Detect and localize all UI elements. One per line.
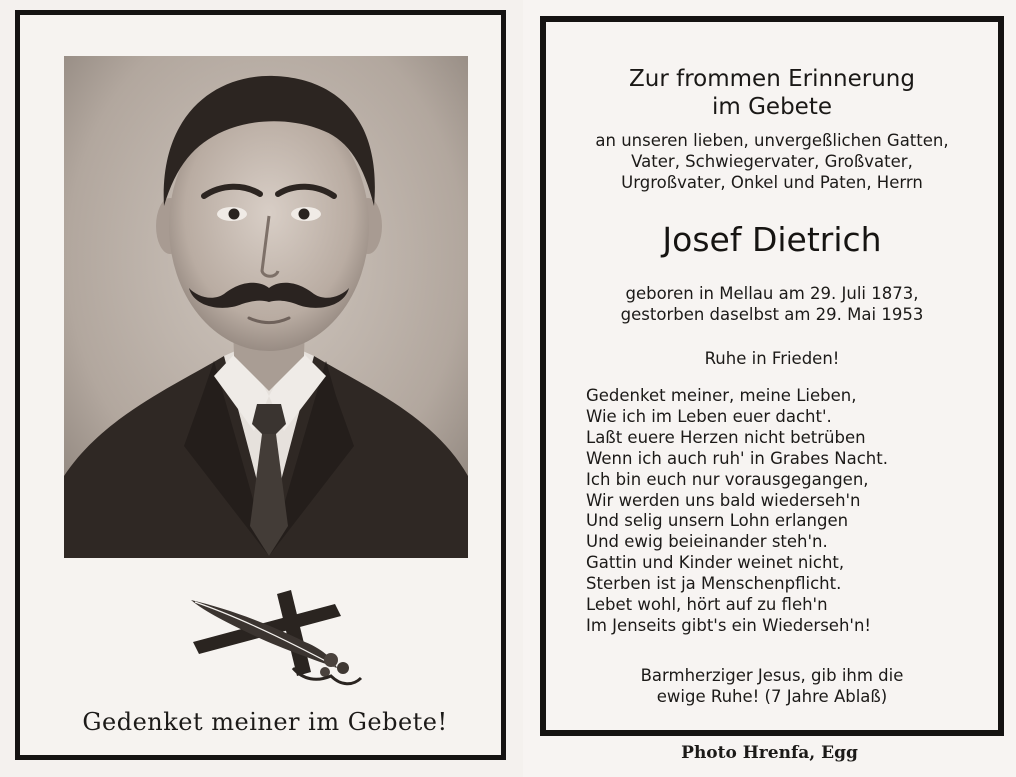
prayer-line: Barmherziger Jesus, gib ihm die [640,666,904,685]
portrait-photo [64,56,468,558]
poem-line: Lebet wohl, hört auf zu fleh'n [586,595,828,615]
memorial-card-text-side [523,0,1016,777]
poem-line: Laßt euere Herzen nicht betrüben [586,427,866,447]
poem-line: Sterben ist ja Menschenpflicht. [586,574,842,594]
dedication-line: Urgroßvater, Onkel und Paten, Herrn [621,173,923,192]
cross-and-palm-emblem [185,590,365,690]
deceased-name: Josef Dietrich [662,220,882,259]
heading-line-1: Zur frommen Erinnerung [629,66,915,92]
date-line: gestorben daselbst am 29. Mai 1953 [620,305,924,324]
rest-in-peace-line: Ruhe in Frieden! [704,349,840,368]
poem-line: Wie ich im Leben euer dacht'. [586,406,832,426]
dedication-line: Vater, Schwiegervater, Großvater, [631,152,913,171]
poem-line: Im Jenseits gibt's ein Wiederseh'n! [586,615,872,635]
dedication-text [546,130,998,193]
prayer-text [546,665,998,707]
poem-line: Und ewig beieinander steh'n. [586,532,828,552]
heading-line-2: im Gebete [712,94,832,120]
life-dates [546,283,998,325]
prayer-line: ewige Ruhe! (7 Jahre Ablaß) [656,687,888,706]
text-card-frame [540,16,1004,736]
poem-line: Gattin und Kinder weinet nicht, [586,553,845,573]
date-line: geboren in Mellau am 29. Juli 1873, [625,284,919,303]
poem-line: Wenn ich auch ruh' in Grabes Nacht. [586,448,888,468]
poem-line: Gedenket meiner, meine Lieben, [586,386,857,405]
portrait-illustration [64,56,468,558]
poem-line: Und selig unsern Lohn erlangen [586,511,849,531]
portrait-card-frame [15,10,506,760]
left-card-caption: Gedenket meiner im Gebete! [82,708,448,736]
dedication-line: an unseren lieben, unvergeßlichen Gatten, [595,131,949,150]
poem-line: Wir werden uns bald wiederseh'n [586,490,861,510]
memorial-poem [586,386,888,637]
photo-credit: Photo Hrenfa, Egg [681,743,858,763]
poem-line: Ich bin euch nur vorausgegangen, [586,469,869,489]
